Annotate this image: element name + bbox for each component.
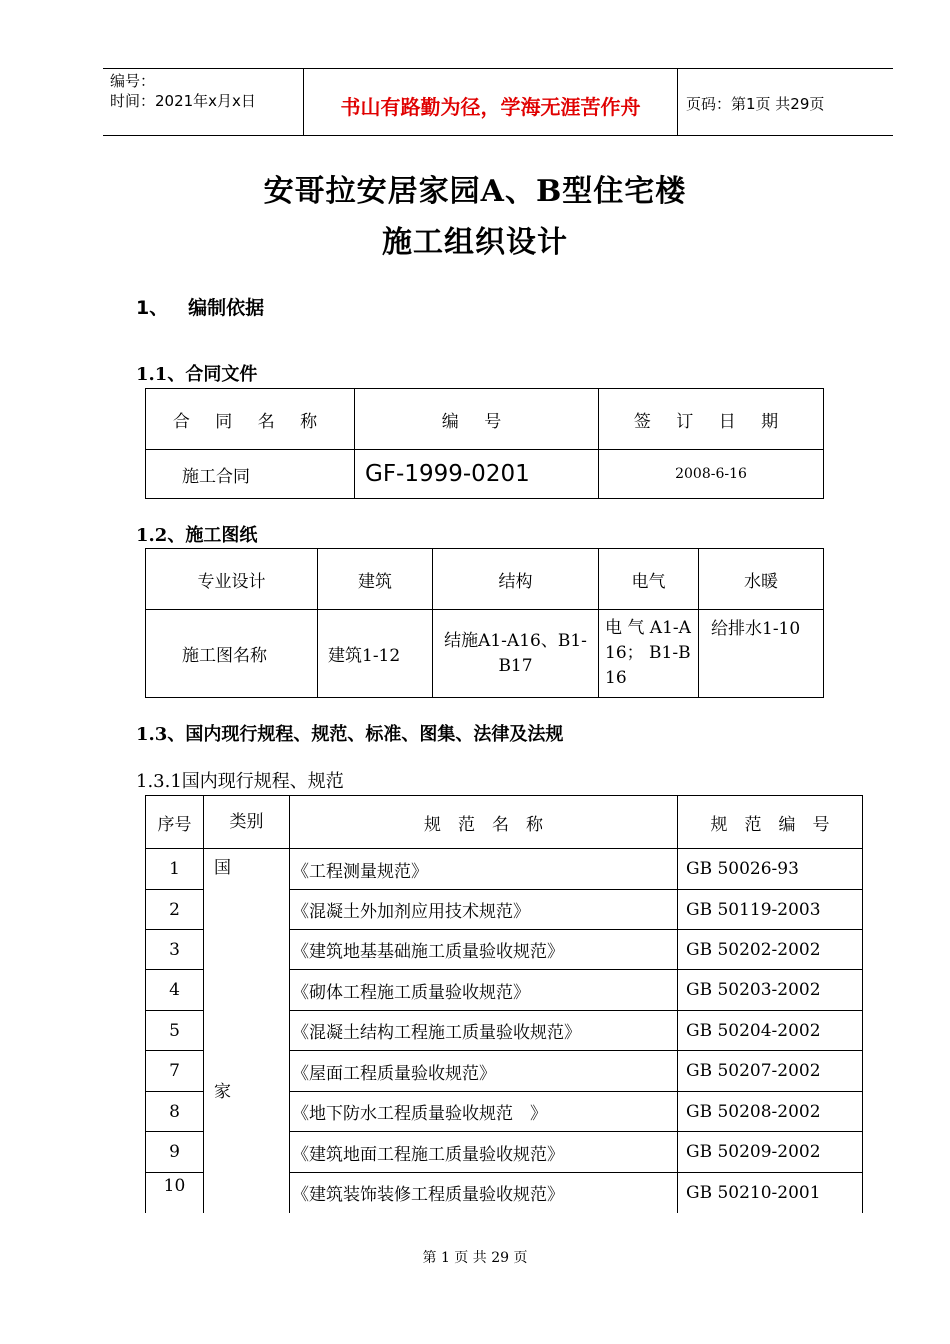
spec-row-code: GB 50207-2002 xyxy=(678,1051,863,1092)
spec-row-code: GB 50026-93 xyxy=(678,849,863,890)
drawing-header-structure: 结构 xyxy=(433,549,599,610)
spec-row-name: 《建筑地基基础施工质量验收规范》 xyxy=(290,930,678,970)
contract-header-code: 编 号 xyxy=(355,389,599,450)
drawing-header-design: 专业设计 xyxy=(146,549,318,610)
spec-row-no: 4 xyxy=(146,970,204,1011)
spec-row-code: GB 50210-2001 xyxy=(678,1173,863,1213)
drawing-table xyxy=(145,548,824,698)
spec-header-category: 类别 xyxy=(204,796,290,849)
drawing-cell-name: 施工图名称 xyxy=(146,610,318,698)
spec-row-no: 3 xyxy=(146,930,204,970)
contract-header-date: 签 订 日 期 xyxy=(599,389,824,450)
section-1-heading: 1、 编制依据 xyxy=(136,297,265,319)
spec-row-name: 《建筑装饰装修工程质量验收规范》 xyxy=(290,1173,678,1213)
header-divider-right xyxy=(677,68,678,136)
header-code-label: 编号： xyxy=(110,72,156,90)
spec-row-name: 《屋面工程质量验收规范》 xyxy=(290,1051,678,1092)
spec-category-cell xyxy=(204,849,290,1213)
spec-category-top: 国 xyxy=(214,858,231,878)
document-title-line2: 施工组织设计 xyxy=(382,225,568,260)
contract-cell-name: 施工合同 xyxy=(146,450,355,499)
header-motto: 书山有路勤为径，学海无涯苦作舟 xyxy=(340,95,641,119)
spec-row-name: 《建筑地面工程施工质量验收规范》 xyxy=(290,1132,678,1173)
contract-cell-date: 2008-6-16 xyxy=(599,450,824,499)
spec-row-code: GB 50203-2002 xyxy=(678,970,863,1011)
drawing-cell-structure: 结施A1-A16、B1-B17 xyxy=(433,610,599,698)
section-1-2-heading: 1.2、施工图纸 xyxy=(136,525,258,546)
document-title-line1: 安哥拉安居家园A、B型住宅楼 xyxy=(263,174,687,209)
drawing-header-electrical: 电气 xyxy=(599,549,699,610)
section-1-3-1-heading: 1.3.1国内现行规程、规范 xyxy=(136,771,344,792)
spec-row-name: 《工程测量规范》 xyxy=(290,849,678,890)
spec-table xyxy=(145,795,863,1213)
header-bottom-rule xyxy=(103,135,893,136)
spec-row-no: 2 xyxy=(146,890,204,930)
spec-row-code: GB 50202-2002 xyxy=(678,930,863,970)
drawing-cell-architecture: 建筑1-12 xyxy=(318,610,433,698)
section-1-1-heading: 1.1、合同文件 xyxy=(136,364,258,385)
contract-cell-code: GF-1999-0201 xyxy=(355,450,599,499)
drawing-cell-plumbing: 给排水1-10 xyxy=(699,610,824,698)
spec-row-name: 《砌体工程施工质量验收规范》 xyxy=(290,970,678,1011)
spec-row-code: GB 50208-2002 xyxy=(678,1092,863,1132)
spec-row-name: 《混凝土外加剂应用技术规范》 xyxy=(290,890,678,930)
spec-header-no: 序号 xyxy=(146,796,204,849)
spec-row-code: GB 50204-2002 xyxy=(678,1011,863,1051)
table-row xyxy=(146,849,863,890)
spec-row-code: GB 50119-2003 xyxy=(678,890,863,930)
section-1-3-heading: 1.3、国内现行规程、规范、标准、图集、法律及法规 xyxy=(136,724,564,745)
drawing-header-plumbing: 水暖 xyxy=(699,549,824,610)
spec-row-no: 9 xyxy=(146,1132,204,1173)
spec-header-code: 规 范 编 号 xyxy=(678,796,863,849)
contract-table xyxy=(145,388,824,499)
page-footer: 第 1 页 共 29 页 xyxy=(422,1250,528,1266)
spec-row-code: GB 50209-2002 xyxy=(678,1132,863,1173)
header-page-label: 页码：第1页 共29页 xyxy=(686,95,825,113)
spec-row-no: 5 xyxy=(146,1011,204,1051)
contract-header-name: 合 同 名 称 xyxy=(146,389,355,450)
spec-row-no: 7 xyxy=(146,1051,204,1092)
spec-header-name: 规 范 名 称 xyxy=(290,796,678,849)
spec-row-name: 《地下防水工程质量验收规范 》 xyxy=(290,1092,678,1132)
spec-row-no: 10 xyxy=(146,1173,204,1213)
header-top-rule xyxy=(103,68,893,69)
drawing-header-architecture: 建筑 xyxy=(318,549,433,610)
spec-row-no: 1 xyxy=(146,849,204,890)
spec-row-name: 《混凝土结构工程施工质量验收规范》 xyxy=(290,1011,678,1051)
spec-category-bottom: 家 xyxy=(214,1082,231,1102)
drawing-cell-electrical: 电 气 A1-A16； B1-B16 xyxy=(599,610,699,698)
spec-row-no: 8 xyxy=(146,1092,204,1132)
header-time-label: 时间：2021年x月x日 xyxy=(110,92,256,110)
